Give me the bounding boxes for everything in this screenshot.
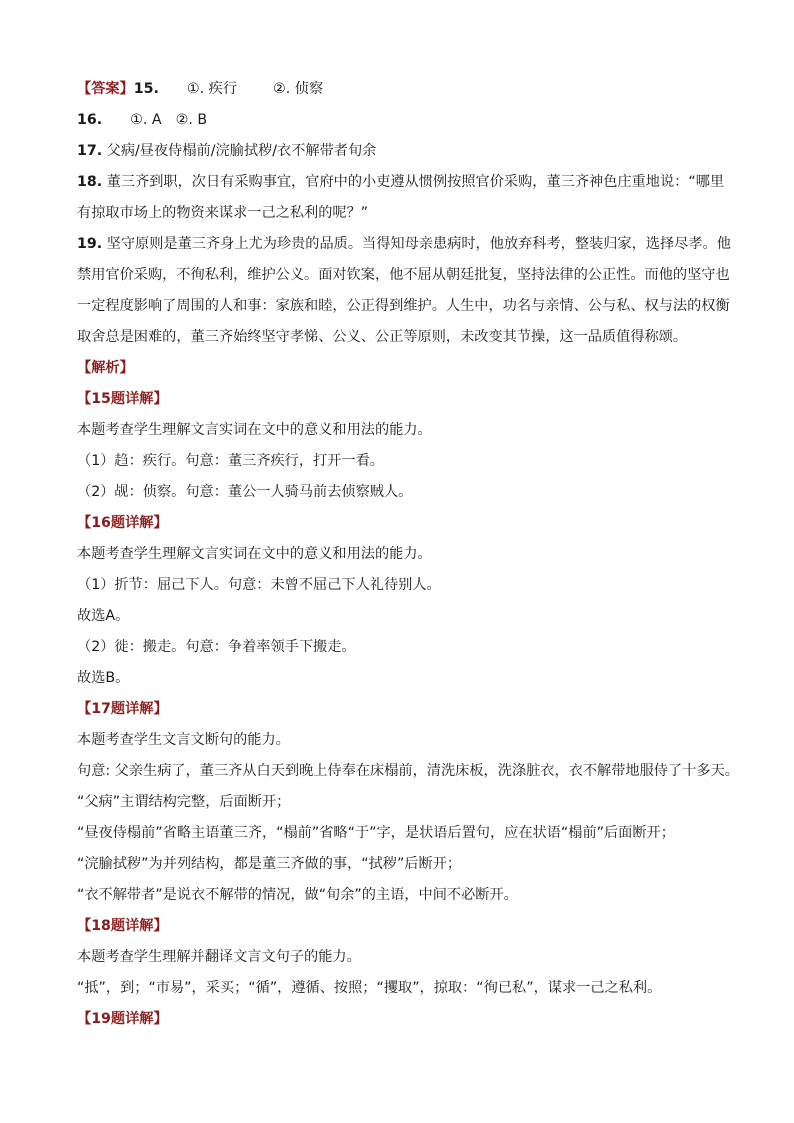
analysis-text: “衣不解带者”是说衣不解带的情况，做“旬余”的主语，中间不必断开。 <box>77 887 518 903</box>
answer-option: ①. 疾行 <box>186 81 238 97</box>
answer-option: ②. 侦察 <box>273 81 324 97</box>
section-heading-19: 【19题详解】 <box>77 1011 168 1027</box>
answer-19 <box>77 234 731 254</box>
analysis-text: “昼夜侍榻前”省略主语董三齐，“榻前”省略“于”字，是状语后置句，应在状语“榻前”后面断开； <box>77 825 675 841</box>
answer-text: 坚守原则是董三齐身上尤为珍贵的品质。当得知母亲患病时，他放弃科考，整装归家，选择尽孝。他 <box>106 236 731 252</box>
analysis-text: “抵”，到；“市易”，采买；“循”，遵循、按照；“攫取”，掠取：“徇已私”，谋求一己之私利。 <box>77 980 662 996</box>
analysis-text: 故选A。 <box>77 608 130 624</box>
analysis-label: 【解析】 <box>77 360 134 376</box>
answer-option: ②. B <box>175 112 208 128</box>
analysis-text: 本题考查学生理解文言实词在文中的意义和用法的能力。 <box>77 422 432 438</box>
answer-text: 父病/昼夜侍榻前/浣腧拭秽/衣不解带者旬余 <box>106 143 377 159</box>
analysis-text: 本题考查学生理解并翻译文言文句子的能力。 <box>77 949 361 965</box>
analysis-text: （1）折节：屈己下人。句意：未曾不屈己下人礼待别人。 <box>77 577 441 593</box>
question-number: 18. <box>77 174 103 190</box>
question-number: 19. <box>77 236 103 252</box>
section-heading-18: 【18题详解】 <box>77 918 168 934</box>
answer-15 <box>77 79 725 99</box>
document-page <box>77 79 739 1029</box>
answer-17 <box>77 141 725 161</box>
answer-option: ①. A <box>130 112 162 128</box>
question-number: 16. <box>77 112 103 128</box>
analysis-text: （2）徙：搬走。句意：争着率领手下搬走。 <box>77 639 356 655</box>
section-heading-15: 【15题详解】 <box>77 391 168 407</box>
section-heading-16: 【16题详解】 <box>77 515 168 531</box>
answer-text: 董三齐到职，次日有采购事宜，官府中的小吏遵从惯例按照官价采购，董三齐神色庄重地说：“哪里 <box>106 174 725 190</box>
answer-16 <box>77 110 725 130</box>
section-heading-17: 【17题详解】 <box>77 701 168 717</box>
answer-text: 禁用官价采购，不徇私利，维护公义。面对钦案，他不屈从朝廷批复，坚持法律的公正性。而他的坚守也 <box>77 267 730 283</box>
analysis-text: 本题考查学生文言文断句的能力。 <box>77 732 290 748</box>
analysis-text: “父病”主谓结构完整，后面断开； <box>77 794 291 810</box>
answer-text: 有掠取市场上的物资来谋求一己之私利的呢？” <box>77 205 369 221</box>
analysis-text: （2）觇：侦察。句意：董公一人骑马前去侦察贼人。 <box>77 484 413 500</box>
answer-text: 取舍总是困难的，董三齐始终坚守孝悌、公义、公正等原则，未改变其节操，这一品质值得称颂。 <box>77 329 688 345</box>
analysis-text: 本题考查学生理解文言实词在文中的意义和用法的能力。 <box>77 546 432 562</box>
analysis-text: （1）趋：疾行。句意：董三齐疾行，打开一看。 <box>77 453 384 469</box>
answer-label: 【答案】 <box>77 81 134 97</box>
answer-18 <box>77 172 725 192</box>
answer-text: 一定程度影响了周围的人和事：家族和睦，公正得到维护。人生中，功名与亲情、公与私、权与法的权衡 <box>77 298 730 314</box>
analysis-text: 句意: 父亲生病了，董三齐从白天到晚上侍奉在床榻前，清洗床板，洗涤脏衣，衣不解带地服侍了十多天。 <box>77 763 739 779</box>
analysis-text: “浣腧拭秽”为并列结构，都是董三齐做的事，“拭秽”后断开； <box>77 856 462 872</box>
question-number: 15. <box>133 81 159 97</box>
analysis-text: 故选B。 <box>77 670 130 686</box>
question-number: 17. <box>77 143 103 159</box>
